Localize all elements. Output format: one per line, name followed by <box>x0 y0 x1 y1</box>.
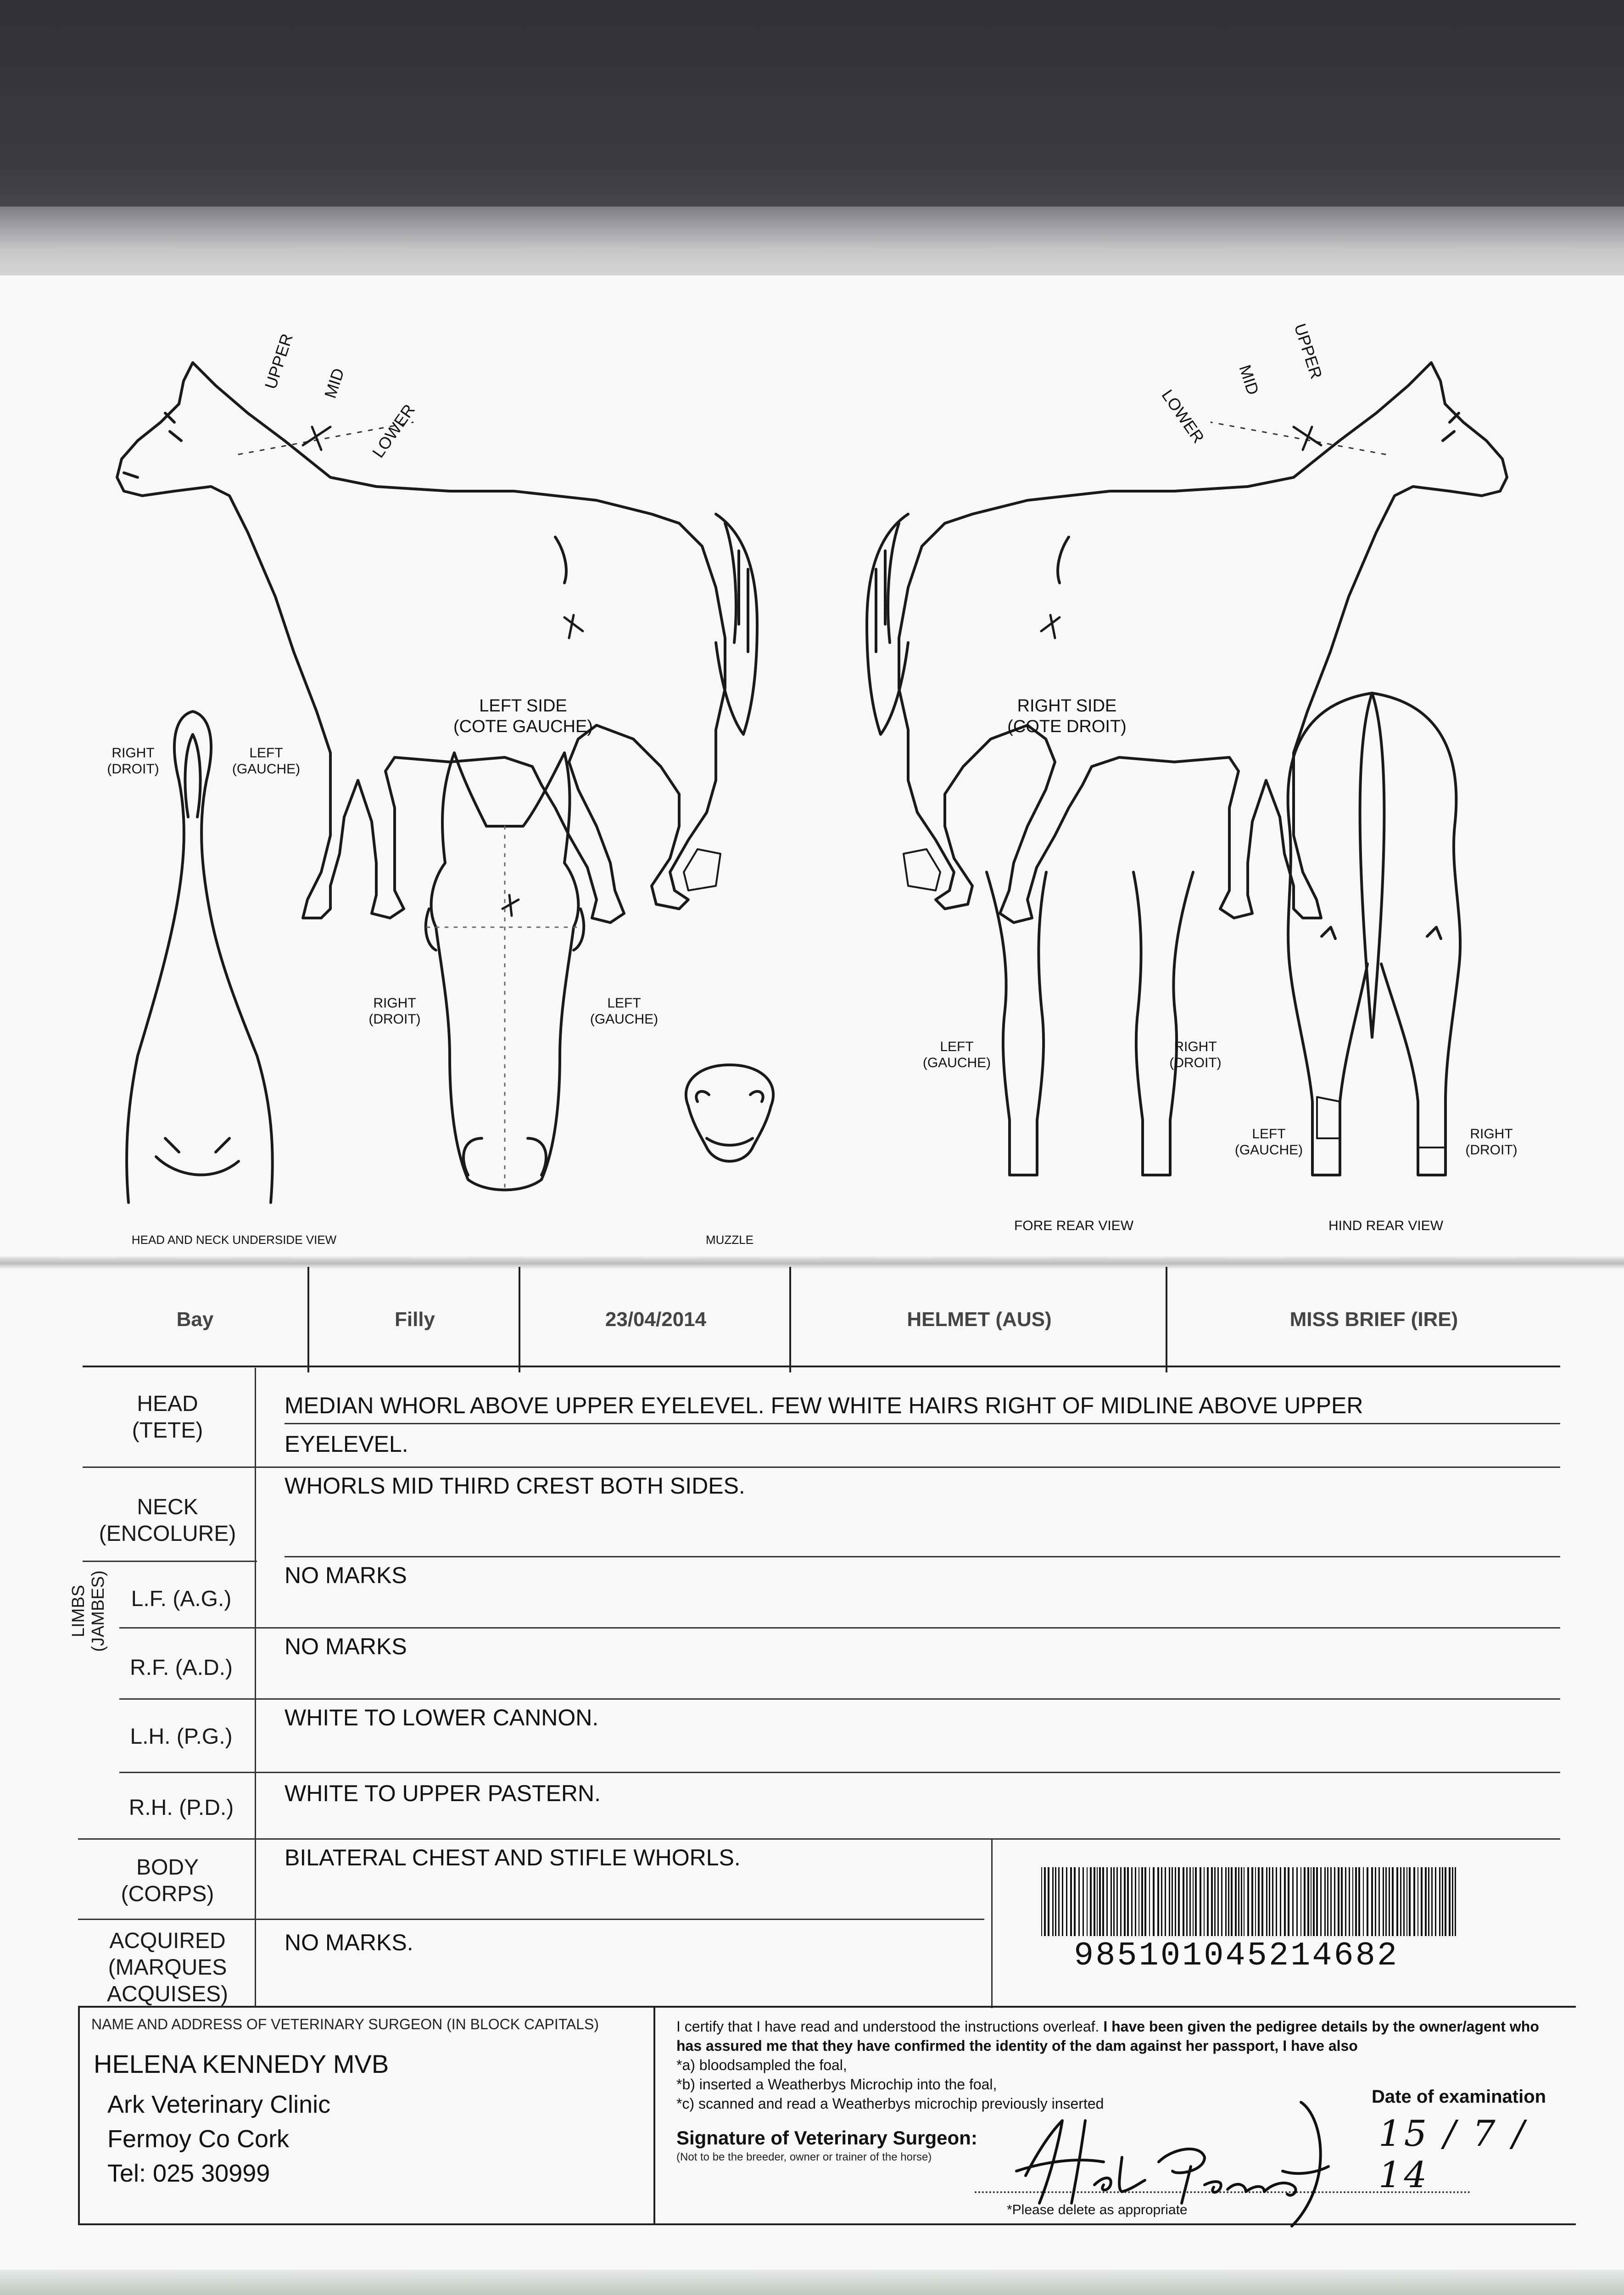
barcode-bar <box>1225 1867 1227 1936</box>
barcode-bar <box>1439 1867 1440 1936</box>
barcode-bar <box>1127 1867 1129 1936</box>
barcode-bar <box>1378 1867 1380 1936</box>
barcode-bar <box>1235 1867 1237 1936</box>
fore-right-fr: (DROIT) <box>1169 1055 1222 1070</box>
acquired-text: NO MARKS. <box>285 1930 413 1955</box>
barcode-bar <box>1097 1867 1098 1936</box>
barcode-bar <box>1358 1867 1360 1936</box>
right-side-sub: (COTE DROIT) <box>1007 717 1127 736</box>
barcode-bar <box>1217 1867 1219 1936</box>
barcode-bar <box>1165 1867 1166 1936</box>
dob-cell <box>519 1267 791 1372</box>
barcode-bar <box>1048 1867 1049 1936</box>
barcode-bar <box>1421 1867 1423 1936</box>
lh-text: WHITE TO LOWER CANNON. <box>285 1705 599 1730</box>
underside-right-label: RIGHT <box>112 745 155 761</box>
identification-diagram <box>0 275 1624 1262</box>
barcode-bar <box>1284 1867 1286 1936</box>
page-bottom-edge <box>0 2270 1624 2295</box>
barcode-bar <box>1400 1867 1401 1936</box>
upper-mark-right: UPPER <box>1290 321 1326 381</box>
neck-divider-left <box>83 1561 257 1562</box>
barcode-bar <box>1207 1867 1209 1936</box>
barcode-bar <box>1099 1867 1101 1936</box>
barcode-bar <box>1445 1867 1446 1936</box>
exam-date-label: Date of examination <box>1372 2087 1546 2107</box>
hind-right-label: RIGHT <box>1470 1126 1513 1142</box>
barcode-bar <box>1327 1867 1328 1936</box>
barcode-bar <box>1211 1867 1213 1936</box>
barcode-bar <box>1113 1867 1115 1936</box>
barcode-bar <box>1238 1867 1239 1936</box>
mid-mark-left: MID <box>320 366 348 401</box>
barcode-bar <box>1070 1867 1072 1936</box>
barcode-bar <box>1161 1867 1162 1936</box>
barcode-bar <box>1367 1867 1368 1936</box>
barcode-bar <box>1449 1867 1451 1936</box>
barcode-bar <box>1058 1867 1060 1936</box>
lh-label: L.H. (P.G.) <box>130 1724 233 1749</box>
barcode-bar <box>1055 1867 1056 1936</box>
cert-item-a: *a) bloodsampled the foal, <box>676 2057 847 2073</box>
fore-left-fr: (GAUCHE) <box>922 1055 991 1070</box>
body-divider <box>78 1919 984 1920</box>
barcode-bar <box>1269 1867 1270 1936</box>
vet-town: Fermoy Co Cork <box>107 2125 290 2153</box>
barcode-bar <box>1241 1867 1242 1936</box>
barcode-bar <box>1389 1867 1390 1936</box>
body-text: BILATERAL CHEST AND STIFLE WHORLS. <box>285 1845 741 1870</box>
rh-text: WHITE TO UPPER PASTERN. <box>285 1780 601 1806</box>
barcode-bar <box>1244 1867 1245 1936</box>
barcode-bar <box>1258 1867 1260 1936</box>
barcode-bar <box>1247 1867 1249 1936</box>
lf-label: L.F. (A.G.) <box>131 1587 232 1611</box>
barcode-bar <box>1175 1867 1176 1936</box>
barcode-bar <box>1292 1867 1294 1936</box>
barcode-bar <box>1261 1867 1263 1936</box>
description-band <box>0 1267 1624 1372</box>
vet-clinic: Ark Veterinary Clinic <box>107 2091 331 2118</box>
barcode-bar <box>1172 1867 1173 1936</box>
barcode-bar <box>1345 1867 1346 1936</box>
underside-neck-outline <box>127 711 273 1203</box>
barcode-bar <box>1428 1867 1429 1936</box>
barcode-bar <box>1272 1867 1273 1936</box>
barcode-bar <box>1396 1867 1398 1936</box>
barcode-bar <box>1183 1867 1184 1936</box>
barcode-bar <box>1062 1867 1063 1936</box>
barcode-bar <box>1044 1867 1046 1936</box>
barcode-bar <box>1313 1867 1315 1936</box>
vet-heading: NAME AND ADDRESS OF VETERINARY SURGEON (IN BLOCK CAPITALS) <box>91 2016 599 2032</box>
barcode-bar <box>1106 1867 1108 1936</box>
fore-right-label: RIGHT <box>1174 1039 1217 1054</box>
dob-value: 23/04/2014 <box>605 1308 707 1331</box>
body-right-border <box>991 1838 993 2008</box>
barcode-bar <box>1385 1867 1387 1936</box>
plastic-sleeve-edge <box>0 207 1624 285</box>
barcode-bar <box>1349 1867 1350 1936</box>
barcode-bar <box>1102 1867 1104 1936</box>
barcode-bar <box>1406 1867 1407 1936</box>
right-side-label: RIGHT SIDE <box>1017 696 1117 716</box>
cert-item-b: *b) inserted a Weatherbys Microchip into the foal, <box>676 2076 997 2093</box>
barcode-bar <box>1288 1867 1289 1936</box>
barcode-bar <box>1157 1867 1159 1936</box>
face-right-fr: (DROIT) <box>368 1012 421 1027</box>
muzzle-caption: MUZZLE <box>706 1233 753 1247</box>
sex-cell <box>307 1267 520 1372</box>
face-left-label: LEFT <box>607 996 641 1011</box>
barcode-bar <box>1425 1867 1427 1936</box>
left-side-sub: (COTE GAUCHE) <box>453 717 593 736</box>
barcode-bar <box>1280 1867 1281 1936</box>
cert-intro: I certify that I have read and understood the instructions overleaf. <box>676 2018 1104 2035</box>
barcode-bar <box>1455 1867 1456 1936</box>
barcode-bar <box>1338 1867 1339 1936</box>
hind-legs-rear-outline <box>1288 693 1460 1175</box>
barcode-bar <box>1431 1867 1433 1936</box>
hind-left-label: LEFT <box>1252 1126 1286 1142</box>
neck-label: NECK (ENCOLURE) <box>99 1495 236 1546</box>
barcode-bar <box>1141 1867 1143 1936</box>
barcode-bar <box>1383 1867 1384 1936</box>
left-side-horse-outline <box>117 363 757 923</box>
barcode-bar <box>1149 1867 1150 1936</box>
barcode-bar <box>1094 1867 1095 1936</box>
barcode-bar <box>1435 1867 1436 1936</box>
barcode-bar <box>1231 1867 1233 1936</box>
barcode-bar <box>1087 1867 1088 1936</box>
underside-right-fr: (DROIT) <box>107 761 159 777</box>
barcode-bar <box>1186 1867 1188 1936</box>
barcode-bar <box>1371 1867 1373 1936</box>
delete-footnote: *Please delete as appropriate <box>1007 2202 1188 2217</box>
barcode-bar <box>1138 1867 1139 1936</box>
signature-note: (Not to be the breeder, owner or trainer of the horse) <box>676 2151 932 2163</box>
barcode-bar <box>1169 1867 1170 1936</box>
face-left-fr: (GAUCHE) <box>590 1012 659 1027</box>
barcode-bar <box>1116 1867 1118 1936</box>
barcode-bar <box>1228 1867 1229 1936</box>
barcode-bar <box>1120 1867 1122 1936</box>
barcode-bar <box>1320 1867 1322 1936</box>
face-right-label: RIGHT <box>373 996 416 1011</box>
barcode-bar <box>1255 1867 1256 1936</box>
barcode-bar <box>1189 1867 1191 1936</box>
head-text: MEDIAN WHORL ABOVE UPPER EYELEVEL. FEW WHITE HAIRS RIGHT OF MIDLINE ABOVE UPPER EYELEVEL. <box>285 1393 1363 1457</box>
dam-value: MISS BRIEF (IRE) <box>1289 1308 1458 1331</box>
barcode-bar <box>1341 1867 1343 1936</box>
barcode-bar <box>1200 1867 1201 1936</box>
fore-left-label: LEFT <box>940 1039 974 1054</box>
barcode-bar <box>1307 1867 1309 1936</box>
barcode-bar <box>1074 1867 1076 1936</box>
barcode-bar <box>1266 1867 1267 1936</box>
barcode-bar <box>1041 1867 1042 1936</box>
barcode-bar <box>1153 1867 1155 1936</box>
barcode-bar <box>1334 1867 1335 1936</box>
barcode-bar <box>1083 1867 1084 1936</box>
barcode-bar <box>1193 1867 1194 1936</box>
barcode-bar <box>1124 1867 1126 1936</box>
rh-label: R.H. (P.D.) <box>128 1796 234 1820</box>
barcode-bar <box>1131 1867 1133 1936</box>
dam-cell <box>1166 1267 1580 1372</box>
cert-intro-bold: I have been given the pedigree details by the owner/agent who has assured me that they have confirmed the identity of the dam against her passport, I have also <box>676 2018 1539 2054</box>
signature-label: Signature of Veterinary Surgeon: <box>676 2127 977 2149</box>
barcode-bar <box>1296 1867 1298 1936</box>
barcode-bar <box>1251 1867 1253 1936</box>
barcode-bar <box>1066 1867 1067 1936</box>
sire-value: HELMET (AUS) <box>907 1308 1052 1331</box>
barcode-bar <box>1052 1867 1054 1936</box>
barcode-bar <box>1363 1867 1364 1936</box>
underside-left-label: LEFT <box>249 745 283 761</box>
lower-mark-right: LOWER <box>1158 386 1208 447</box>
mid-mark-right: MID <box>1235 362 1263 397</box>
body-label: BODY (CORPS) <box>121 1855 214 1906</box>
barcode-bar <box>1413 1867 1415 1936</box>
sire-cell <box>789 1267 1167 1372</box>
underside-caption: HEAD AND NECK UNDERSIDE VIEW <box>131 1233 337 1247</box>
barcode-bar <box>1111 1867 1112 1936</box>
barcode-bar <box>1300 1867 1301 1936</box>
hind-left-fr: (GAUCHE) <box>1234 1142 1303 1158</box>
barcode-bar <box>1330 1867 1332 1936</box>
hind-right-fr: (DROIT) <box>1465 1142 1518 1158</box>
barcode-bar <box>1392 1867 1394 1936</box>
left-side-label: LEFT SIDE <box>479 696 567 716</box>
vet-details-box <box>78 2006 655 2225</box>
sex-value: Filly <box>394 1308 435 1331</box>
head-rule <box>285 1423 1560 1424</box>
acquired-label: ACQUIRED (MARQUES ACQUISES) <box>106 1929 229 2006</box>
barcode-bar <box>1324 1867 1326 1936</box>
barcode-bar <box>1204 1867 1205 1936</box>
barcode-bar <box>1352 1867 1353 1936</box>
description-rule <box>83 1366 1560 1367</box>
barcode-bar <box>1078 1867 1080 1936</box>
neck-text: WHORLS MID THIRD CREST BOTH SIDES. <box>285 1473 745 1499</box>
barcode-bar <box>1276 1867 1277 1936</box>
barcode-bar <box>1409 1867 1411 1936</box>
lf-text: NO MARKS <box>285 1562 407 1588</box>
exam-date-value: 15 / 7 / 14 <box>1378 2113 1527 2196</box>
label-column-divider <box>255 1368 256 2006</box>
vet-phone: Tel: 025 30999 <box>107 2160 270 2187</box>
rf-text: NO MARKS <box>285 1634 407 1659</box>
underside-left-fr: (GAUCHE) <box>232 761 301 777</box>
barcode-bar <box>1442 1867 1443 1936</box>
barcode-bar <box>1403 1867 1405 1936</box>
lower-mark-left: LOWER <box>368 400 419 461</box>
barcode-bar <box>1355 1867 1357 1936</box>
barcode-bar <box>1090 1867 1092 1936</box>
fore-rear-caption: FORE REAR VIEW <box>1014 1218 1134 1233</box>
barcode-bar <box>1452 1867 1453 1936</box>
barcode-bar <box>1316 1867 1318 1936</box>
barcode-bar <box>1195 1867 1197 1936</box>
barcode-bar <box>1178 1867 1180 1936</box>
colour-cell <box>83 1267 307 1372</box>
barcode-bar <box>1135 1867 1136 1936</box>
right-side-horse-outline <box>867 363 1507 923</box>
barcode-bar <box>1304 1867 1306 1936</box>
limbs-label: LIMBS (JAMBES) <box>69 1570 108 1652</box>
muzzle-outline <box>686 1065 773 1161</box>
colour-value: Bay <box>176 1308 214 1331</box>
rf-label: R.F. (A.D.) <box>130 1656 233 1680</box>
barcode-bar <box>1221 1867 1222 1936</box>
lh-divider <box>119 1772 1560 1773</box>
cert-item-c: *c) scanned and read a Weatherbys microchip previously inserted <box>676 2095 1104 2112</box>
head-label: HEAD (TETE) <box>132 1392 203 1443</box>
barcode-bar <box>1375 1867 1376 1936</box>
barcode-bar <box>1214 1867 1216 1936</box>
barcode-bar <box>1144 1867 1146 1936</box>
upper-mark-left: UPPER <box>261 331 296 392</box>
vet-name: HELENA KENNEDY MVB <box>94 2049 389 2078</box>
vet-signature <box>1007 2093 1356 2231</box>
barcode-number: 985101045214682 <box>1074 1937 1399 1975</box>
hind-rear-caption: HIND REAR VIEW <box>1328 1218 1444 1233</box>
fore-legs-rear-outline <box>987 872 1193 1175</box>
